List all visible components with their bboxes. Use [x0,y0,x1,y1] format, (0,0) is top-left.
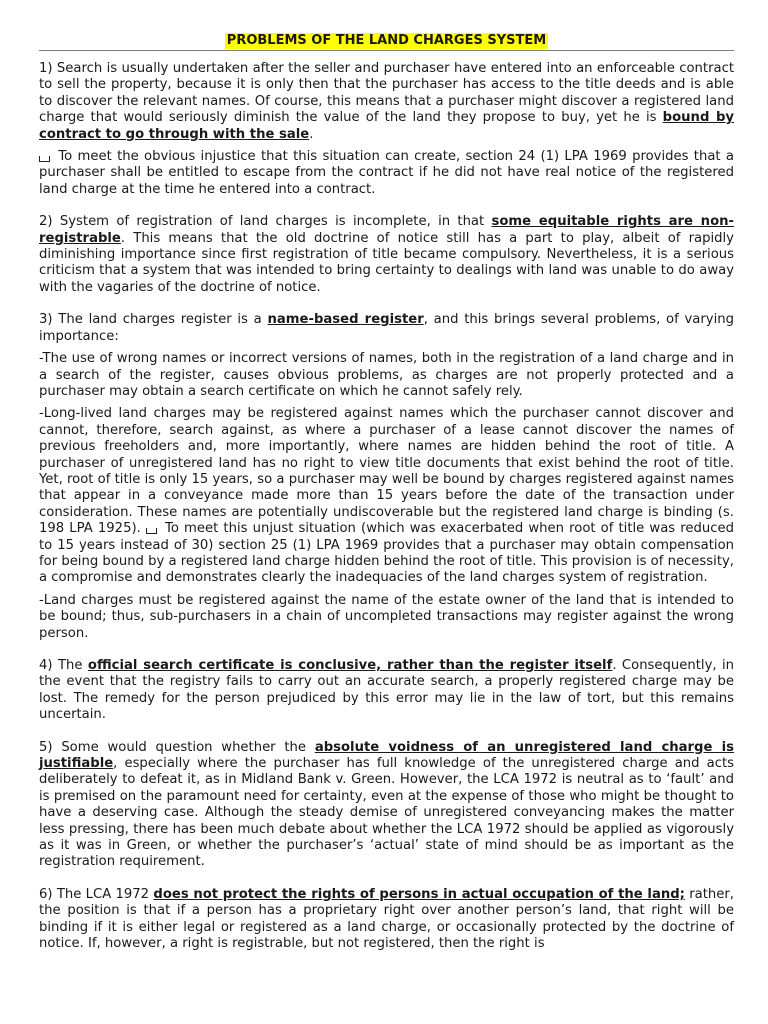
paragraph-3c-text: -Land charges must be registered against the name of the estate owner of the land that is intended to be bound; thus, sub-purchasers in a chain of uncompleted transactions may register against the wrong person. [39,592,734,641]
paragraph-3b-text2: To meet this unjust situation (which was exacerbated when root of title was reduced to 15 years instead of 30) section 25 (1) LPA 1969 provides that a purchaser may obtain compensation for being bound by a registered land charge hidden behind the root of title. This provision is of necessity, a compromise and demonstrates clearly the inadequacies of the land charges system of registration. [39,521,734,586]
paragraph-1b [39,149,734,198]
document-page [39,30,734,953]
paragraph-3a [39,351,734,400]
paragraph-3b-text: -Long-lived land charges may be registered against names which the purchaser cannot discover and cannot, therefore, search against, as where a purchaser of a lease cannot discover the names of previous freeholders and, more importantly, where names are hidden behind the root of title. A purchaser of unregistered land has no right to view title documents that exist behind the root of title. Yet, root of title is only 15 years, so a purchaser may well be bound by charges registered against names that appear in a conveyance made more than 15 years before the date of the transaction under consideration. These names are potentially undiscoverable but the registered land charge is binding (s. 198 LPA 1925). [39,406,734,537]
paragraph-2 [39,214,734,296]
paragraph-2-emphasis: some equitable rights are non-registrable [39,214,734,246]
paragraph-5 [39,740,734,871]
paragraph-3-start: 3) The land charges register is a [39,312,268,328]
paragraph-2-end: . This means that the old doctrine of notice still has a part to play, albeit of rapidly diminishing importance since first registration of title became compulsory. Nevertheless, it is a serious criticism that a system that was intended to bring certainty to dealings with land was unable to do away with the vagaries of the doctrine of notice. [39,230,734,295]
paragraph-1-text: 1) Search is usually undertaken after the seller and purchaser have entered into an enforceable contract to sell the property, because it is only then that the purchaser has access to the title deeds and is able to discover the relevant names. Of course, this means that a purchaser might discover a registered land charge that would seriously diminish the value of the land they propose to buy, yet he is [39,61,734,126]
paragraph-5-end: , especially where the purchaser has full knowledge of the unregistered charge and acts deliberately to defeat it, as in Midland Bank v. Green. However, the LCA 1972 is neutral as to ‘fault’ and is premised on the paramount need for certainty, even at the expense of those who might be thought to have a deserving case. Although the steady demise of unregistered conveyancing makes the matter less pressing, there has been much debate about whether the LCA 1972 should be applied as vigorously as it was in Green, or whether the purchaser’s ‘actual’ state of mind should be as important as the registration requirement. [39,756,734,870]
paragraph-1-end: . [309,126,314,142]
paragraph-6 [39,887,734,953]
paragraph-4-start: 4) The [39,658,88,673]
paragraph-6-start: 6) The LCA 1972 [39,886,154,902]
paragraph-1-emphasis: bound by contract to go through with the sale [39,110,734,142]
paragraph-4-emphasis: official search certificate is conclusive, rather than the register itself [87,658,613,673]
paragraph-3-emphasis: name-based register [267,312,424,328]
paragraph-3a-text: -The use of wrong names or incorrect versions of names, both in the registration of a land charge and in a search of the register, causes obvious problems, as charges are not properly protected and a purchaser may obtain a search certificate on which he cannot safely rely. [39,351,734,399]
paragraph-5-start: 5) Some would question whether the [39,739,315,755]
paragraph-1b-text: To meet the obvious injustice that this situation can create, section 24 (1) LPA 1969 provides that a purchaser shall be entitled to escape from the contract if he did not have real notice of the registered land charge at the time he entered into a contract. [39,149,734,197]
paragraph-4-end: . Consequently, in the event that the registry fails to carry out an accurate search, a properly registered charge may be lost. The remedy for the person prejudiced by this error may lie in the law of tort, but this remains uncertain. [39,658,735,723]
bracket-marker-icon [146,528,157,534]
paragraph-6-end: rather, the position is that if a person has a proprietary right over another person’s land, that right will be binding if it is either legal or registered as a land charge, or occasionally protected by the doctrine of notice. If, however, a right is registrable, but not registered, then the right is [39,886,735,952]
paragraph-3c [39,593,734,642]
document-title: PROBLEMS OF THE LAND CHARGES SYSTEM [226,33,547,48]
paragraph-2-start: 2) System of registration of land charges is incomplete, in that [39,214,492,230]
paragraph-4 [39,658,734,724]
paragraph-5-emphasis: absolute voidness of an unregistered land charge is justifiable [39,739,734,772]
paragraph-6-emphasis: does not protect the rights of persons in actual occupation of the land; [153,886,685,902]
paragraph-1 [39,61,734,143]
bracket-marker-icon [39,156,50,162]
paragraph-3 [39,312,734,345]
paragraph-3-end: , and this brings several problems, of varying importance: [39,312,734,344]
title-bar [39,30,734,51]
paragraph-3b [39,406,734,586]
